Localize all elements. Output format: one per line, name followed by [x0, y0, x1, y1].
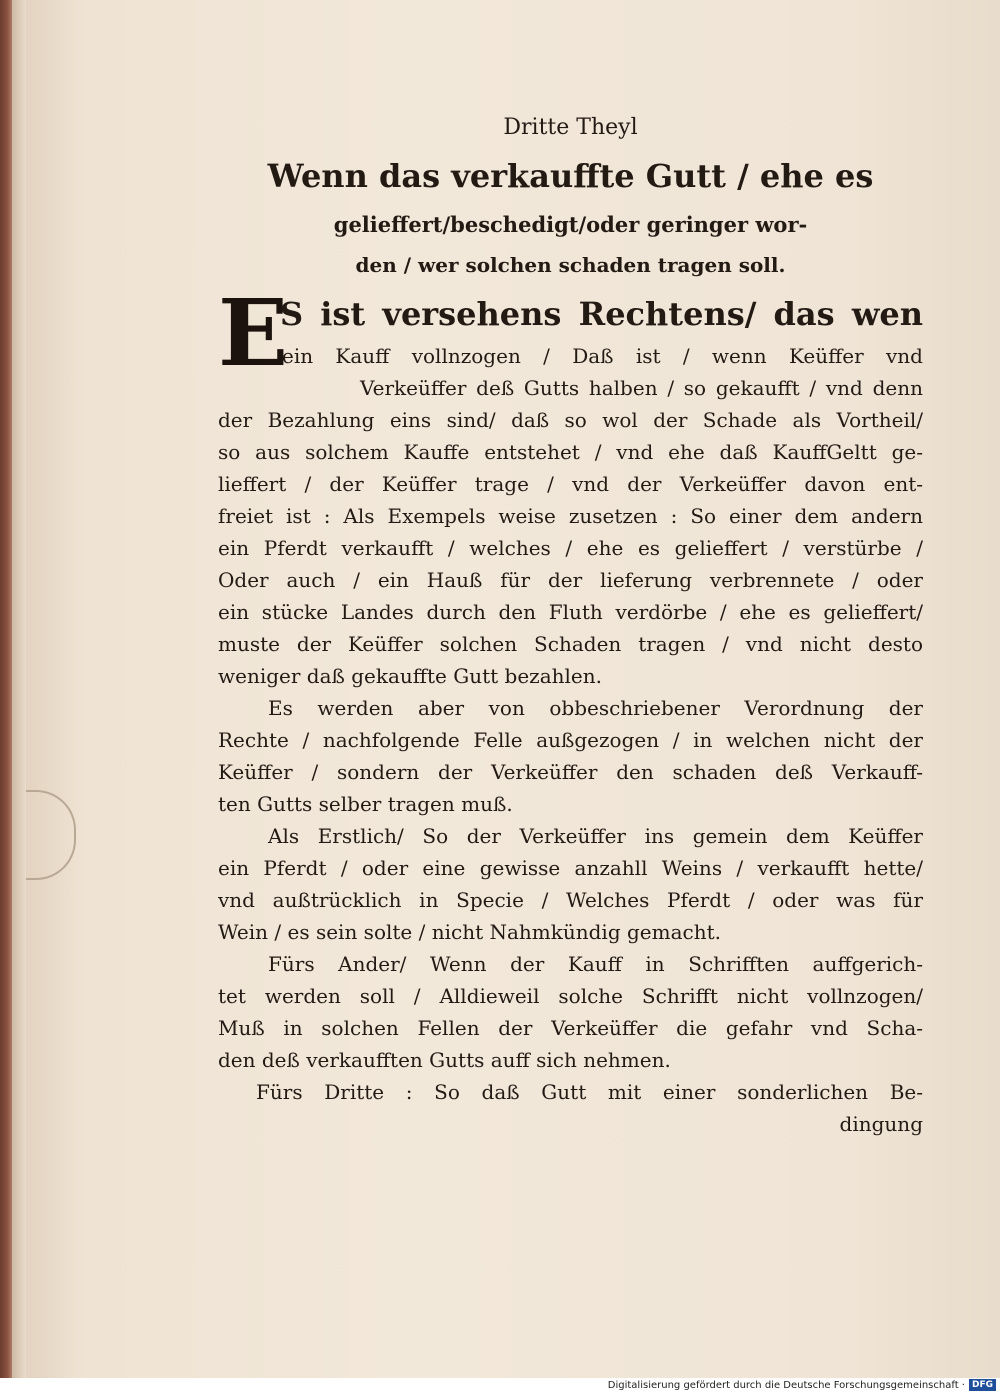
body-text	[218, 279, 923, 1140]
body-line: der Bezahlung eins sind/ daß so wol der Schade als Vortheil/	[218, 408, 923, 432]
section-heading: Dritte Theyl	[503, 115, 638, 140]
footer-credit-text: Digitalisierung gefördert durch die Deutsche Forschungsgemeinschaft ·	[607, 1380, 965, 1391]
body-line: so aus solchem Kauffe entstehet / vnd ehe daß KauffGeltt ge-	[218, 440, 923, 464]
body-line: S ist versehens Rechtens/ das wen	[280, 295, 923, 333]
body-line: Als Erstlich/ So der Verkeüffer ins gemein dem Keüffer	[268, 824, 923, 848]
body-line: ein Pferdt / oder eine gewisse anzahll Weins / verkaufft hette/	[218, 856, 923, 880]
body-line: Fürs Ander/ Wenn der Kauff in Schrifften auffgerich-	[268, 952, 923, 976]
body-line: ein Kauff vollnzogen / Daß ist / wenn Keüffer vnd	[282, 344, 923, 368]
body-line: tet werden soll / Alldieweil solche Schrifft nicht vollnzogen/	[218, 984, 923, 1008]
body-line: weniger daß gekauffte Gutt bezahlen.	[218, 664, 602, 688]
body-line: ein stücke Landes durch den Fluth verdörbe / ehe es gelieffert/	[218, 600, 923, 624]
body-line: ten Gutts selber tragen muß.	[218, 792, 513, 816]
body-line: muste der Keüffer solchen Schaden tragen / vnd nicht desto	[218, 632, 923, 656]
title-line-3: den / wer solchen schaden tragen soll.	[355, 253, 786, 277]
body-line: Rechte / nachfolgende Felle außgezogen / in welchen nicht der	[218, 728, 923, 752]
dfg-logo: DFG	[969, 1379, 996, 1391]
catchword: dingung	[839, 1112, 923, 1136]
body-line: den deß verkaufften Gutts auff sich nehmen.	[218, 1048, 671, 1072]
book-cover-edge	[0, 0, 12, 1378]
body-line: Es werden aber von obbeschriebener Verordnung der	[268, 696, 923, 720]
text-block	[218, 108, 923, 1140]
clasp-mark	[26, 790, 76, 880]
body-line: Wein / es sein solte / nicht Nahmkündig gemacht.	[218, 920, 721, 944]
body-line: Oder auch / ein Hauß für der lieferung verbrennete / oder	[218, 568, 923, 592]
title-line-1: Wenn das verkauffte Gutt / ehe es	[267, 157, 874, 195]
page-stack-edge	[12, 0, 26, 1378]
title-line-2: gelieffert/beschedigt/oder geringer wor-	[333, 212, 808, 237]
body-line: freiet ist : Als Exempels weise zusetzen : So einer dem andern	[218, 504, 923, 528]
body-line: ein Pferdt verkaufft / welches / ehe es gelieffert / verstürbe /	[218, 536, 923, 560]
digitization-footer	[0, 1378, 1000, 1394]
body-line: vnd außtrücklich in Specie / Welches Pferdt / oder was für	[218, 888, 923, 912]
body-line: Keüffer / sondern der Verkeüffer den schaden deß Verkauff-	[218, 760, 923, 784]
body-line: Fürs Dritte : So daß Gutt mit einer sonderlichen Be-	[256, 1080, 923, 1104]
body-line: Verkeüffer deß Gutts halben / so gekaufft / vnd denn	[360, 376, 923, 400]
body-line: Muß in solchen Fellen der Verkeüffer die gefahr vnd Scha-	[218, 1016, 923, 1040]
body-line: lieffert / der Keüffer trage / vnd der Verkeüffer davon ent-	[218, 472, 923, 496]
drop-cap-initial: E	[218, 279, 289, 387]
